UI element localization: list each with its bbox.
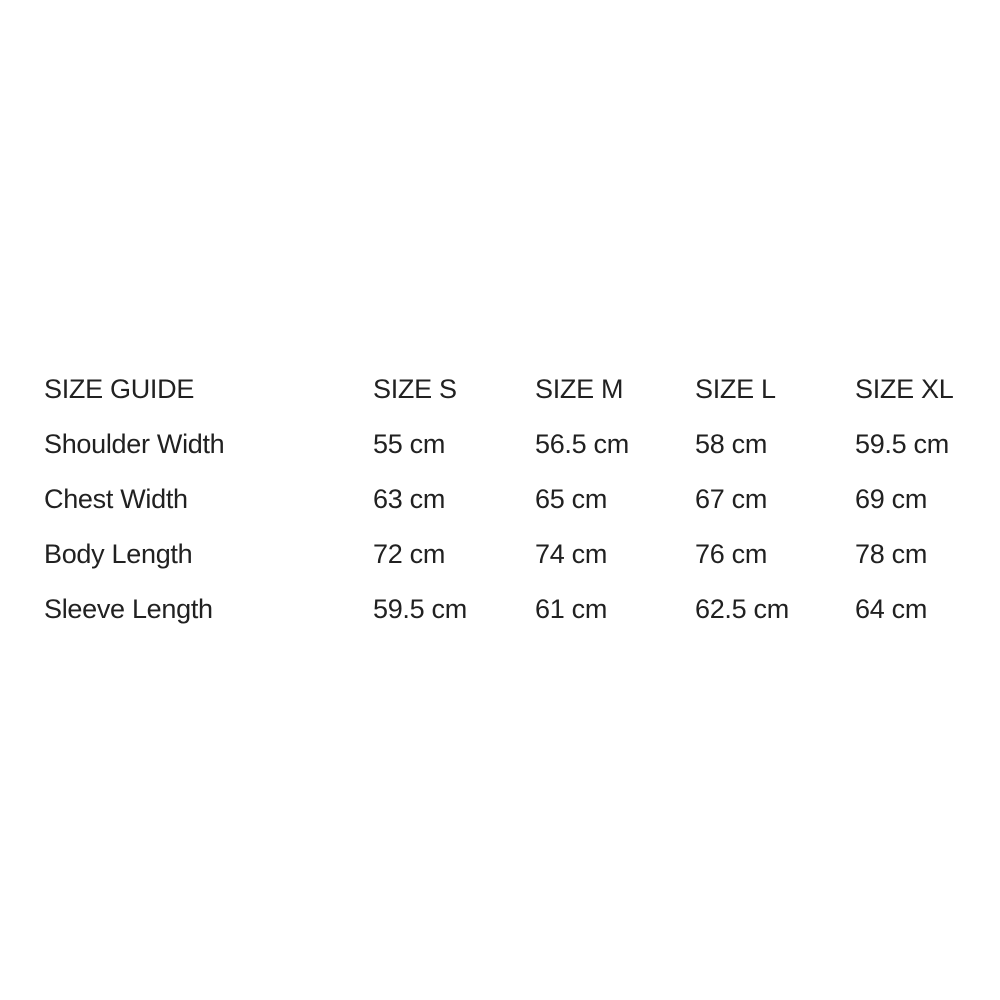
chest-width-size-m: 65 cm	[535, 484, 608, 514]
sleeve-length-size-s: 59.5 cm	[373, 594, 467, 624]
column-header-size-l: SIZE L	[695, 374, 776, 404]
body-length-size-m: 74 cm	[535, 539, 608, 569]
column-header-size-m: SIZE M	[535, 374, 624, 404]
shoulder-width-size-xl: 59.5 cm	[855, 429, 949, 459]
column-header-size-s: SIZE S	[373, 374, 457, 404]
sleeve-length-size-xl: 64 cm	[855, 594, 928, 624]
body-length-size-s: 72 cm	[373, 539, 446, 569]
chest-width-size-s: 63 cm	[373, 484, 446, 514]
table-title: SIZE GUIDE	[44, 374, 195, 404]
row-label-chest-width: Chest Width	[44, 484, 188, 514]
sleeve-length-size-l: 62.5 cm	[695, 594, 789, 624]
body-length-size-xl: 78 cm	[855, 539, 928, 569]
shoulder-width-size-l: 58 cm	[695, 429, 768, 459]
row-label-body-length: Body Length	[44, 539, 193, 569]
chest-width-size-xl: 69 cm	[855, 484, 928, 514]
body-length-size-l: 76 cm	[695, 539, 768, 569]
size-guide-table	[44, 362, 1000, 637]
chest-width-size-l: 67 cm	[695, 484, 768, 514]
shoulder-width-size-m: 56.5 cm	[535, 429, 629, 459]
row-label-shoulder-width: Shoulder Width	[44, 429, 225, 459]
column-header-size-xl: SIZE XL	[855, 374, 954, 404]
shoulder-width-size-s: 55 cm	[373, 429, 446, 459]
row-label-sleeve-length: Sleeve Length	[44, 594, 213, 624]
sleeve-length-size-m: 61 cm	[535, 594, 608, 624]
